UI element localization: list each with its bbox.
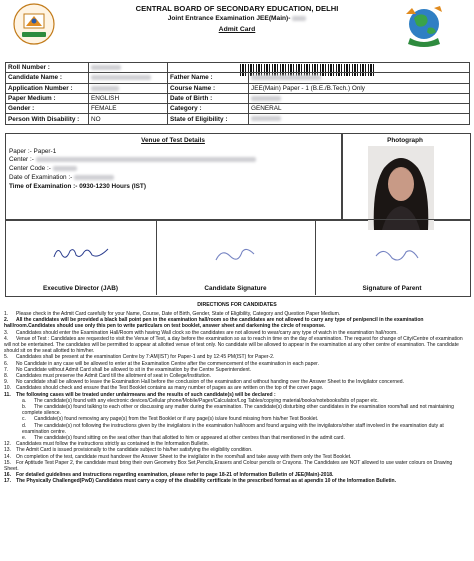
- direction-number: e.: [22, 435, 27, 442]
- direction-number: a.: [22, 397, 27, 404]
- direction-text: Candidates should check and ensure that the Test Booklet contains as many number of pages as are written on the top of the cover page.: [16, 385, 324, 392]
- direction-text: The candidate(s) found with any electronic devices/Cellular phone/Mobile/Pager/Calculator/Log Tables/copying material/books/notebooks/bits of paper etc.: [34, 397, 379, 404]
- table-row: [6, 73, 470, 83]
- direction-number: 9.: [4, 379, 9, 386]
- course-name-value: JEE(Main) Paper - 1 (B.E./B.Tech.) Only: [249, 83, 470, 93]
- direction-number: 1.: [4, 311, 9, 317]
- father-name-label: Father Name :: [168, 73, 249, 83]
- admit-card-title: Admit Card: [218, 26, 256, 33]
- candidate-signature-label: Candidate Signature: [204, 285, 267, 292]
- venue-paper: Paper :- Paper-1: [9, 148, 57, 155]
- direction-item: [4, 336, 468, 355]
- father-name-value: [249, 73, 470, 83]
- direction-number: 11.: [4, 391, 11, 398]
- venue-center-code-label: Center Code :-: [9, 165, 51, 172]
- disability-label: Person With Disability :: [6, 114, 89, 124]
- direction-number: 12.: [4, 441, 12, 448]
- candidate-photo: [368, 146, 434, 230]
- direction-text: The following cases will be treated under unfairmeans and the results of such candidate(s) will be declared :: [16, 391, 276, 398]
- exam-name: [0, 15, 474, 22]
- direction-text: Please check in the Admit Card carefully for your Name, Course, Date of Birth, Gender, State of Eligibility, Category and Question Paper Medium.: [16, 311, 341, 317]
- date-of-birth-label: Date of Birth :: [168, 93, 249, 103]
- direction-text: No Candidate without Admit Card shall be allowed to sit in the examination by the Centre Superintendent.: [16, 366, 252, 373]
- direction-item: [4, 317, 468, 329]
- direction-number: 17.: [4, 478, 12, 485]
- direction-number: 6.: [4, 360, 9, 367]
- direction-text: Venue of Test : Candidates are requested to visit the Venue of Test, a day before the examination so as to reach in time on the day of examination. The request for change of City/Centre of examination will not be entertained. The candidates will be permitted to appear at allotted venue of test only. No candidate will be allowed to appear in the examination at any other centre of examination. The candidate should sit on the seat allotted to him/her.: [4, 335, 463, 355]
- venue-title: Venue of Test Details: [141, 137, 205, 144]
- direction-text: For Aptitude Test Paper 2, the candidate must bring their own Geometry Box Set,Pencils,Erasers and Colour pencils or Crayons. The Candidates are NOT allowed to use water colours on Drawing Sheet.: [4, 459, 453, 473]
- direction-number: b.: [22, 404, 27, 411]
- direction-number: 5.: [4, 354, 9, 361]
- direction-text: The Admit Card is issued provisionally to the candidate subject to his/her satisfying the eligibility condition.: [16, 447, 253, 454]
- application-number-label: Application Number :: [6, 83, 89, 93]
- course-name-label: Course Name :: [168, 83, 249, 93]
- direction-number: 2.: [4, 317, 9, 324]
- parent-signature-label: Signature of Parent: [362, 285, 422, 292]
- exam-name-text: Joint Entrance Examination JEE(Main)-: [167, 15, 291, 22]
- venue-center-code: [9, 165, 77, 172]
- category-label: Category :: [168, 104, 249, 114]
- signature-divider-2: [315, 219, 316, 295]
- parent-signature-image: [372, 244, 422, 266]
- direction-text: Candidates must preserve the Admit Card till the allotment of seat in College/Institution.: [16, 373, 211, 380]
- category-value: GENERAL: [249, 104, 470, 114]
- table-row: [6, 114, 470, 124]
- eligibility-value: [249, 114, 470, 124]
- direction-text: For detailed guidelines and instructions regarding examination, please refer to page 18-21 of Information Bulletin of JEE(Main)-2018.: [16, 472, 334, 479]
- director-signature-image: [52, 243, 112, 263]
- direction-number: 3.: [4, 329, 9, 336]
- barcode-cell: [168, 63, 470, 73]
- candidate-name-value: [89, 73, 168, 83]
- direction-number: 7.: [4, 366, 9, 373]
- direction-text: The Physically Challenged(PwD) Candidates must carry a copy of the disability certificate in the prescribed format as at apendix 10 of the Information Bulletin.: [16, 478, 397, 485]
- table-row: [6, 63, 470, 73]
- direction-text: All the candidates will be provided a black ball point pen in the examination hall/room so the candidates are not allowed to carry any type of pen/pencil in the examination hall/room.Candidates should use only this pen to write particulars on test booklet, answer sheet and darkening the circle of response.: [4, 317, 424, 330]
- direction-number: 16.: [4, 472, 12, 479]
- direction-text: No candidate shall be allowed to leave the Examination Hall before the conclusion of the examination and without handing over the Answer Sheet to the Invigilator concerned.: [16, 379, 405, 386]
- paper-medium-value: ENGLISH: [89, 93, 168, 103]
- table-row: [6, 104, 470, 114]
- direction-item: [4, 460, 468, 472]
- application-number-value: [89, 83, 168, 93]
- redacted-year: [292, 16, 306, 21]
- direction-number: d.: [22, 422, 27, 429]
- venue-center-label: Center :-: [9, 156, 34, 163]
- gender-label: Gender :: [6, 104, 89, 114]
- direction-text: Candidates should enter the Examination Hall/Room with having Wall clock so the candidates are not allowed to wear/carry any type of watch in the examination hall/room.: [16, 329, 398, 336]
- direction-text: On completion of the test, candidate must handover the Answer Sheet to the invigilator in the room/hall and take away with them only the Test Booklet.: [16, 453, 352, 460]
- date-of-birth-value: [249, 93, 470, 103]
- candidate-signature-image: [212, 244, 262, 266]
- venue-time: Time of Examination :- 0930-1230 Hours (IST): [9, 183, 146, 190]
- roll-number-label: Roll Number :: [6, 63, 89, 73]
- direction-text: The candidate(s) found sitting on the seat other than that allotted to him or appeared at other centres than that mentioned in the admit card.: [34, 435, 345, 442]
- roll-number-value: [89, 63, 168, 73]
- candidate-name-label: Candidate Name :: [6, 73, 89, 83]
- direction-text: Candidates must follow the instructions strictly as contained in the Information Bulletin.: [16, 441, 209, 448]
- sub-direction-item: [4, 404, 468, 416]
- table-row: [6, 83, 470, 93]
- director-signature-label: Executive Director (JAB): [43, 285, 118, 292]
- direction-text: Candidates shall be present at the examination Centre by 7:AM(IST) for Paper-1 and by 12:45 PM(IST) for Paper-2.: [16, 354, 275, 361]
- eligibility-label: State of Eligibility :: [168, 114, 249, 124]
- direction-item: [4, 478, 468, 484]
- venue-date-label: Date of Examination :-: [9, 174, 73, 181]
- direction-text: The candidate(s) found talking to each other or discussing any matter during the examination. The candidate(s) disturbing other candidates in the examination room/hall and not maintaining complete silence.: [22, 404, 454, 417]
- directions-title: DIRECTIONS FOR CANDIDATES: [197, 302, 277, 308]
- venue-center: [9, 156, 256, 163]
- direction-number: c.: [22, 416, 26, 423]
- photo-label: Photograph: [387, 137, 423, 144]
- direction-number: 13.: [4, 447, 12, 454]
- table-row: [6, 93, 470, 103]
- board-name: CENTRAL BOARD OF SECONDARY EDUCATION, DELHI: [135, 4, 339, 13]
- direction-number: 15.: [4, 459, 12, 466]
- paper-medium-label: Paper Medium :: [6, 93, 89, 103]
- directions-list: [4, 311, 468, 485]
- direction-number: 10.: [4, 385, 12, 392]
- gender-value: FEMALE: [89, 104, 168, 114]
- direction-text: No Candidate in any case will be allowed to enter at the Examination Centre after the commencement of the examination in each paper.: [16, 360, 319, 367]
- direction-text: The candidate(s) not following the instructions given by the invigilators in the examination hall/room and found arguing with the invigilators/other staff involved in the examination duty at examination centre.: [22, 422, 444, 435]
- direction-number: 8.: [4, 373, 9, 380]
- candidate-info-table: [5, 62, 470, 125]
- direction-number: 4.: [4, 335, 9, 342]
- sub-direction-item: [4, 423, 468, 435]
- direction-number: 14.: [4, 453, 12, 460]
- direction-text: Candidate(s) found removing any page(s) from the Test Booklet or if any page(s) is/are found missing from his/her Test Booklet.: [34, 416, 319, 423]
- signature-divider-1: [156, 219, 157, 295]
- venue-date: [9, 174, 114, 181]
- disability-value: NO: [89, 114, 168, 124]
